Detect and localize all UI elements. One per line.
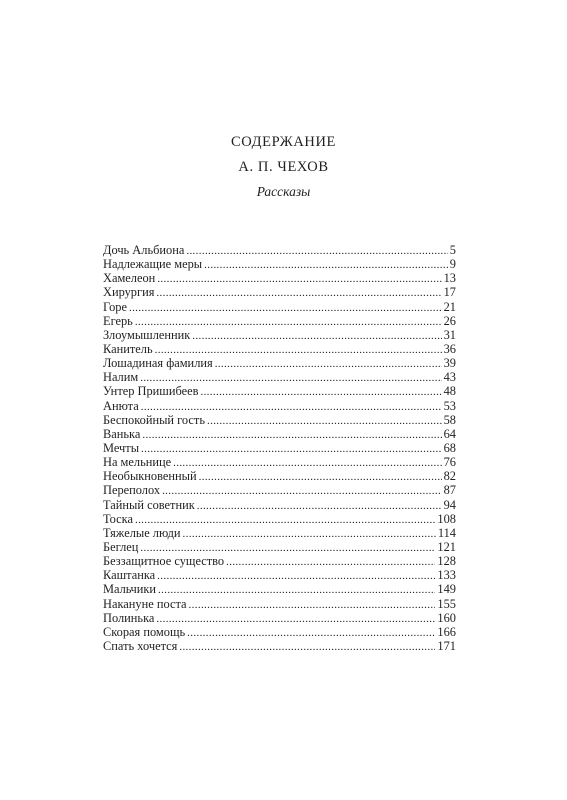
- toc-entry-title: Накануне поста: [103, 596, 187, 611]
- dot-leader: [140, 371, 441, 385]
- toc-entry-title: Налим: [103, 370, 139, 385]
- toc-entry-page-number: 160: [437, 610, 456, 625]
- toc-entry-page-number: 171: [437, 638, 456, 653]
- dot-leader: [192, 329, 441, 343]
- dot-leader: [197, 499, 442, 513]
- toc-entry-page-number: 53: [443, 398, 456, 413]
- toc-entry-title: Надлежащие меры: [103, 257, 203, 272]
- toc-entry-title: Тяжелые люди: [103, 525, 181, 540]
- toc-entry-page-number: 155: [437, 596, 456, 611]
- dot-leader: [207, 414, 442, 428]
- toc-entry-page-number: 108: [437, 511, 456, 526]
- dot-leader: [140, 541, 435, 555]
- dot-leader: [162, 484, 442, 498]
- toc-entry-page-number: 87: [443, 483, 456, 498]
- toc-entry-title: Анюта: [103, 398, 139, 413]
- author-name: А. П. ЧЕХОВ: [238, 159, 329, 175]
- toc-entry-title: Каштанка: [103, 568, 156, 583]
- toc-entry-page-number: 5: [449, 243, 456, 257]
- toc-entry-title: Хирургия: [103, 285, 155, 300]
- dot-leader: [179, 640, 435, 654]
- toc-entry[interactable]: [103, 582, 456, 596]
- toc-entry-title: Необыкновенный: [103, 469, 197, 484]
- dot-leader: [200, 385, 441, 399]
- toc-entry[interactable]: [103, 568, 456, 582]
- toc-entry-page-number: 121: [437, 539, 456, 554]
- toc-entry[interactable]: [103, 243, 456, 257]
- dot-leader: [135, 315, 442, 329]
- toc-entry[interactable]: [103, 483, 456, 497]
- toc-entry-title: Тоска: [103, 511, 133, 526]
- dot-leader: [141, 400, 442, 414]
- toc-entry-page-number: 36: [443, 341, 456, 356]
- dot-leader: [187, 626, 435, 640]
- dot-leader: [156, 612, 435, 626]
- toc-entry-page-number: 13: [443, 271, 456, 286]
- toc-entry[interactable]: [103, 554, 456, 568]
- toc-entry-title: Тайный советник: [103, 497, 195, 512]
- dot-leader: [141, 442, 442, 456]
- toc-entry[interactable]: [103, 611, 456, 625]
- toc-entry-page-number: 39: [443, 356, 456, 371]
- toc-entry-page-number: 9: [449, 257, 456, 272]
- toc-entry-page-number: 114: [437, 525, 456, 540]
- toc-entry-page-number: 17: [443, 285, 456, 300]
- toc-entry-title: Егерь: [103, 313, 133, 328]
- toc-entry-page-number: 149: [437, 582, 456, 597]
- toc-entry-title: Переполох: [103, 483, 161, 498]
- toc-entry-title: Унтер Пришибеев: [103, 384, 199, 399]
- dot-leader: [156, 286, 441, 300]
- dot-leader: [157, 272, 441, 286]
- dot-leader: [199, 470, 442, 484]
- dot-leader: [189, 598, 436, 612]
- toc-entry[interactable]: [103, 342, 456, 356]
- dot-leader: [204, 258, 448, 272]
- dot-leader: [173, 456, 441, 470]
- toc-entry-page-number: 166: [437, 624, 456, 639]
- toc-entry[interactable]: [103, 526, 456, 540]
- toc-entry[interactable]: [103, 469, 456, 483]
- toc-entry[interactable]: [103, 625, 456, 639]
- toc-entry-title: На мельнице: [103, 455, 172, 470]
- toc-entry-title: Канитель: [103, 341, 153, 356]
- toc-entry-title: Горе: [103, 299, 127, 314]
- toc-entry-title: Мальчики: [103, 582, 157, 597]
- dot-leader: [129, 301, 442, 315]
- toc-entry-page-number: 68: [443, 440, 456, 455]
- toc-entry-title: Злоумышленник: [103, 327, 191, 342]
- section-title: Рассказы: [256, 184, 311, 199]
- dot-leader: [135, 513, 435, 527]
- toc-entry-page-number: 26: [443, 313, 456, 328]
- toc-entry-title: Беглец: [103, 539, 139, 554]
- toc-entry[interactable]: [103, 413, 456, 427]
- toc-entry[interactable]: [103, 399, 456, 413]
- toc-entry[interactable]: [103, 314, 456, 328]
- toc-entry[interactable]: [103, 257, 456, 271]
- toc-entry[interactable]: [103, 328, 456, 342]
- toc-entry-page-number: 64: [443, 426, 456, 441]
- toc-entry-page-number: 133: [437, 568, 456, 583]
- toc-entry[interactable]: [103, 455, 456, 469]
- toc-entry-title: Мечты: [103, 440, 140, 455]
- toc-entry-page-number: 21: [443, 299, 456, 314]
- toc-entry[interactable]: [103, 540, 456, 554]
- dot-leader: [155, 343, 442, 357]
- toc-entry[interactable]: [103, 512, 456, 526]
- toc-entry-page-number: 94: [443, 497, 456, 512]
- toc-entry[interactable]: [103, 285, 456, 299]
- dot-leader: [183, 527, 436, 541]
- table-of-contents: [103, 243, 456, 653]
- toc-entry-page-number: 128: [437, 554, 456, 569]
- contents-title: СОДЕРЖАНИЕ: [231, 134, 336, 150]
- toc-entry[interactable]: [103, 370, 456, 384]
- toc-entry-title: Хамелеон: [103, 271, 156, 286]
- toc-entry-title: Скорая помощь: [103, 624, 186, 639]
- toc-entry-page-number: 48: [443, 384, 456, 399]
- toc-entry[interactable]: [103, 427, 456, 441]
- toc-entry-title: Беззащитное существо: [103, 554, 225, 569]
- toc-entry-title: Дочь Альбиона: [103, 243, 185, 257]
- toc-entry[interactable]: [103, 498, 456, 512]
- dot-leader: [226, 555, 435, 569]
- toc-entry-page-number: 58: [443, 412, 456, 427]
- toc-entry[interactable]: [103, 271, 456, 285]
- toc-entry-page-number: 31: [443, 327, 456, 342]
- toc-entry-title: Спать хочется: [103, 638, 178, 653]
- toc-entry[interactable]: [103, 441, 456, 455]
- toc-entry[interactable]: [103, 356, 456, 370]
- toc-entry[interactable]: [103, 639, 456, 653]
- dot-leader: [215, 357, 442, 371]
- dot-leader: [186, 244, 447, 258]
- toc-entry-page-number: 76: [443, 455, 456, 470]
- toc-entry-title: Беспокойный гость: [103, 412, 205, 427]
- toc-entry[interactable]: [103, 384, 456, 398]
- toc-entry-page-number: 82: [443, 469, 456, 484]
- dot-leader: [157, 569, 435, 583]
- dot-leader: [158, 583, 435, 597]
- toc-entry-title: Полинька: [103, 610, 155, 625]
- dot-leader: [142, 428, 441, 442]
- toc-entry-title: Лошадиная фамилия: [103, 356, 213, 371]
- toc-entry[interactable]: [103, 597, 456, 611]
- toc-entry-page-number: 43: [443, 370, 456, 385]
- toc-entry[interactable]: [103, 300, 456, 314]
- toc-entry-title: Ванька: [103, 426, 141, 441]
